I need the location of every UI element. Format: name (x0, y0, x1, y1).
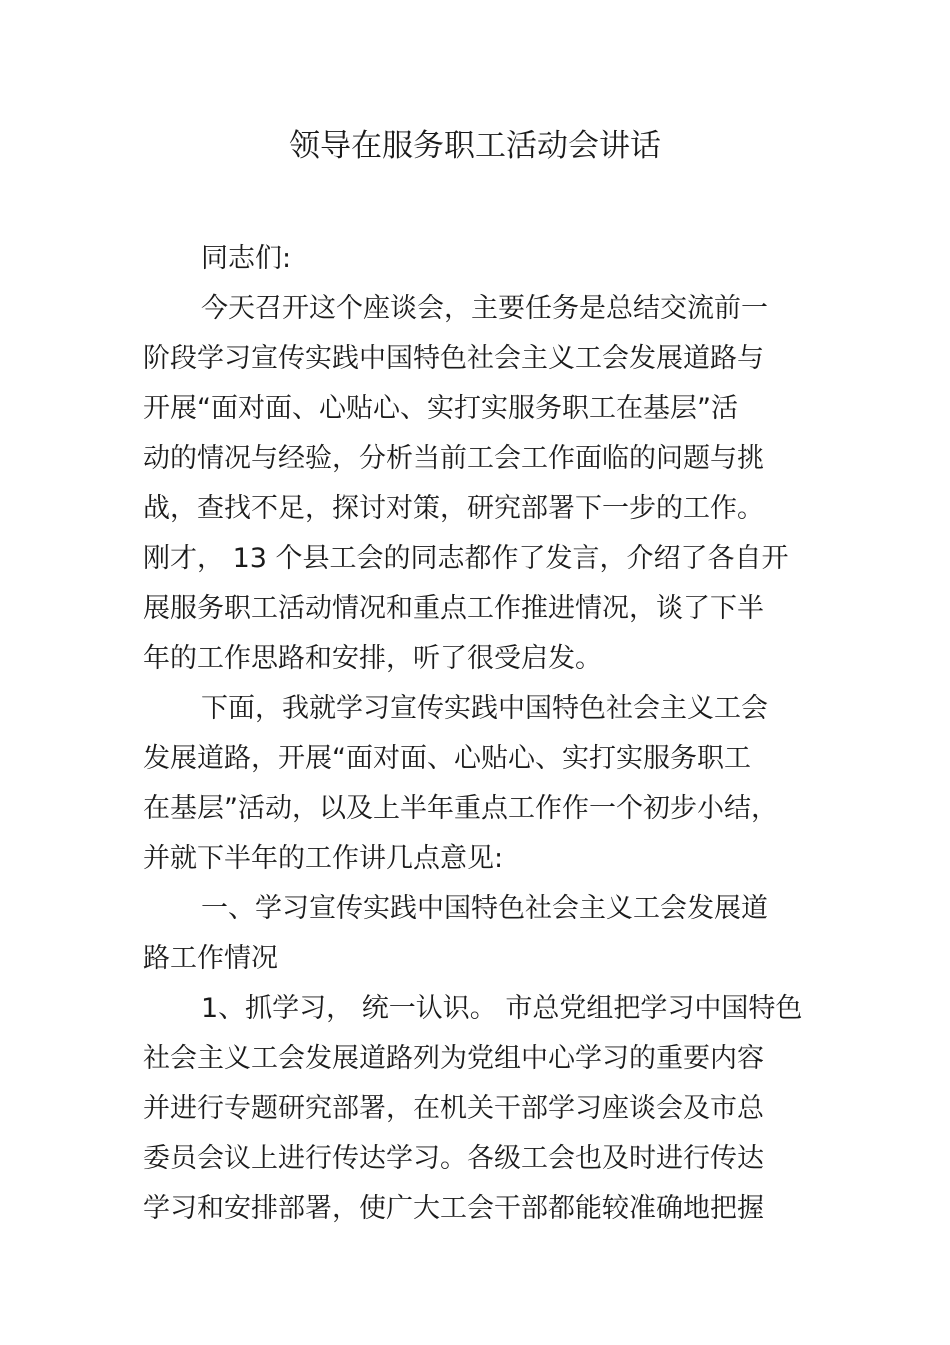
section-heading-line: 一、学习宣传实践中国特色社会主义工会发展道 (201, 893, 768, 924)
paragraph-line: 阶段学习宣传实践中国特色社会主义工会发展道路与 (143, 343, 764, 374)
paragraph-line: 动的情况与经验，分析当前工会工作面临的问题与挑 (143, 443, 764, 474)
document-body (143, 234, 803, 1234)
paragraph-line: 并就下半年的工作讲几点意见: (143, 843, 504, 874)
paragraph-line: 并进行专题研究部署，在机关干部学习座谈会及市总 (143, 1093, 764, 1124)
paragraph-line: 发展道路，开展“面对面、心贴心、实打实服务职工 (143, 743, 751, 774)
paragraph-line: 下面，我就学习宣传实践中国特色社会主义工会 (201, 693, 768, 724)
section-heading-line: 路工作情况 (143, 943, 278, 974)
document-title: 领导在服务职工活动会讲话 (289, 128, 661, 164)
paragraph-line: 今天召开这个座谈会，主要任务是总结交流前一 (201, 293, 768, 324)
paragraph-line: 刚才， 13 个县工会的同志都作了发言，介绍了各自开 (143, 543, 789, 574)
salutation-line: 同志们: (201, 243, 292, 274)
paragraph-line: 开展“面对面、心贴心、实打实服务职工在基层”活 (143, 393, 738, 424)
paragraph-line: 学习和安排部署，使广大工会干部都能较准确地把握 (143, 1193, 764, 1224)
paragraph-line: 1、抓学习， 统一认识。 市总党组把学习中国特色 (201, 993, 803, 1024)
paragraph-line: 展服务职工活动情况和重点工作推进情况，谈了下半 (143, 593, 764, 624)
paragraph-line: 战，查找不足，探讨对策，研究部署下一步的工作。 (143, 493, 764, 524)
paragraph-line: 在基层”活动，以及上半年重点工作作一个初步小结， (143, 793, 778, 824)
paragraph-line: 委员会议上进行传达学习。各级工会也及时进行传达 (143, 1143, 764, 1174)
paragraph-line: 年的工作思路和安排，听了很受启发。 (143, 643, 602, 674)
paragraph-line: 社会主义工会发展道路列为党组中心学习的重要内容 (143, 1043, 764, 1074)
